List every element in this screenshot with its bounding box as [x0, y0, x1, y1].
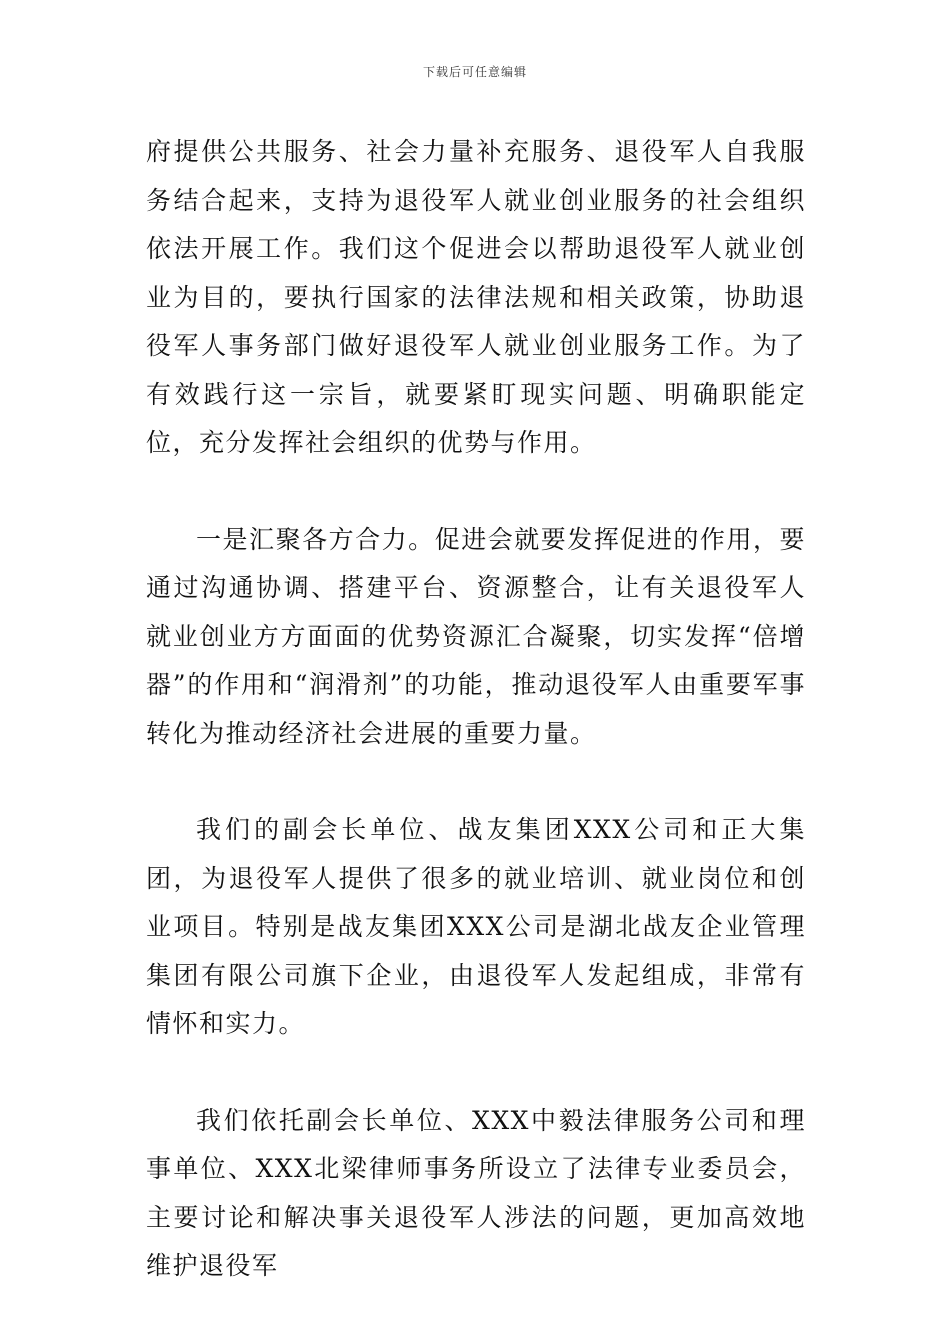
paragraph-legal-committee: 我们依托副会长单位、XXX中毅法律服务公司和理事单位、XXX北梁律师事务所设立了法律专业委员会，主要讨论和解决事关退役军人涉法的问题，更加高效地维护退役军	[146, 1105, 806, 1280]
paragraph-gather-forces: 一是汇聚各方合力。促进会就要发挥促进的作用，要通过沟通协调、搭建平台、资源整合，让有关退役军人就业创业方方面面的优势资源汇合凝聚，切实发挥“倍增器”的作用和“润滑剂”的功能，推动退役军人由重要军事转化为推动经济社会进展的重要力量。	[146, 524, 806, 748]
page-header-note: 下载后可任意编辑	[422, 65, 527, 79]
document-body	[146, 128, 806, 1291]
paragraph-continued: 府提供公共服务、社会力量补充服务、退役军人自我服务结合起来，支持为退役军人就业创业服务的社会组织依法开展工作。我们这个促进会以帮助退役军人就业创业为目的，要执行国家的法律法规和相关政策，协助退役军人事务部门做好退役军人就业创业服务工作。为了有效践行这一宗旨，就要紧盯现实问题、明确职能定位，充分发挥社会组织的优势与作用。	[146, 137, 806, 457]
paragraph-vice-president-units: 我们的副会长单位、战友集团XXX公司和正大集团，为退役军人提供了很多的就业培训、就业岗位和创业项目。特别是战友集团XXX公司是湖北战友企业管理集团有限公司旗下企业，由退役军人发起组成，非常有情怀和实力。	[146, 815, 806, 1038]
